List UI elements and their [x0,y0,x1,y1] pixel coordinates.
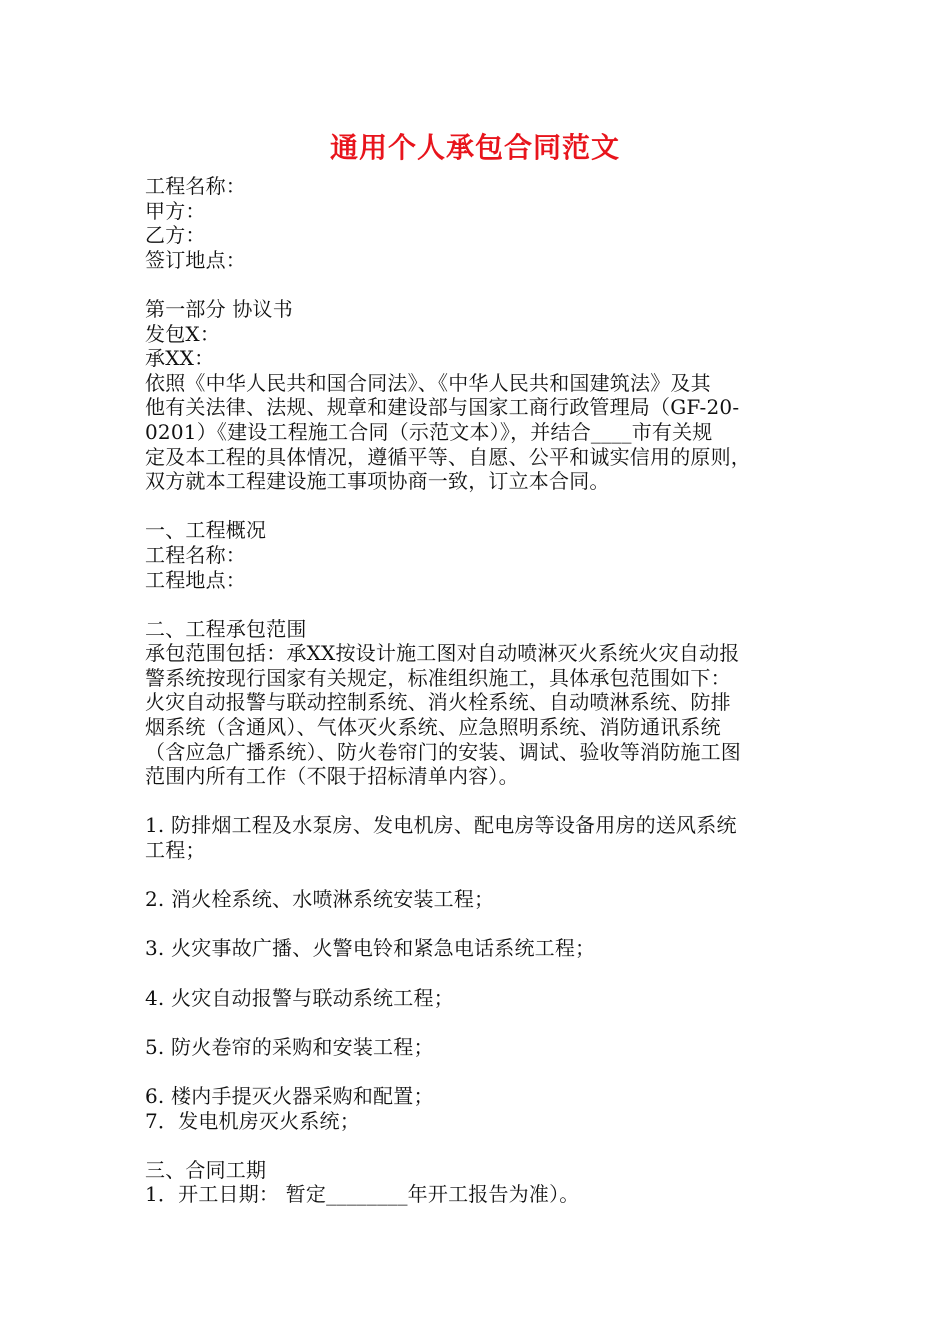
scope-item-3: 3. 火灾事故广播、火警电铃和紧急电话系统工程； [145,936,596,961]
document-body [145,174,815,1207]
preamble-line: 他有关法律、法规、规章和建设部与国家工商行政管理局（GF-20- [145,395,740,420]
project-name-field: 工程名称： [145,174,246,198]
party-a-field: 甲方： [145,198,206,223]
preamble-line: 依照《中华人民共和国合同法》、《中华人民共和国建筑法》及其 [145,370,711,395]
spacer [145,912,815,937]
scope-line: 承包范围包括：承XX按设计施工图对自动喷淋灭火系统火灾自动报 [145,641,740,666]
scope-line: 范围内所有工作（不限于招标清单内容）。 [145,764,519,789]
document-title: 通用个人承包合同范文 [329,131,620,164]
party-b-field: 乙方： [145,223,206,248]
spacer [145,789,815,814]
start-date-line: 1．开工日期： 暂定________年开工报告为准）。 [145,1182,580,1207]
spacer [145,1133,815,1158]
spacer [145,863,815,888]
scope-item-4: 4. 火灾自动报警与联动系统工程； [145,985,454,1010]
preamble-line: 0201）《建设工程施工合同（示范文本）》，并结合____市有关规 [145,419,713,444]
preamble-line: 双方就本工程建设施工事项协商一致，订立本合同。 [145,469,610,494]
section-2-heading: 二、工程承包范围 [145,616,307,641]
spacer [145,494,815,519]
section-3-heading: 三、合同工期 [145,1157,267,1182]
scope-item-5: 5. 防火卷帘的采购和安装工程； [145,1034,434,1059]
spacer [145,1010,815,1035]
spacer [145,592,815,617]
scope-item-1: 1. 防排烟工程及水泵房、发电机房、配电房等设备用房的送风系统 [145,813,737,838]
scope-line: 火灾自动报警与联动控制系统、消火栓系统、自动喷淋系统、防排 [145,690,731,715]
spacer [145,1059,815,1084]
scope-line: 警系统按现行国家有关规定，标准组织施工，具体承包范围如下： [145,665,731,690]
section-1-heading: 一、工程概况 [145,518,267,543]
scope-item-7: 7．发电机房灭火系统； [145,1108,360,1133]
scope-item-1-continued: 工程； [145,838,206,863]
scope-item-2: 2. 消火栓系统、水喷淋系统安装工程； [145,887,495,912]
employer-field: 发包X： [145,321,221,346]
part-one-heading: 第一部分 协议书 [145,296,293,321]
section-1-project-site: 工程地点： [145,567,246,592]
section-1-project-name: 工程名称： [145,542,246,567]
preamble-line: 定及本工程的具体情况，遵循平等、自愿、公平和诚实信用的原则， [145,444,751,469]
scope-line: 烟系统（含通风）、气体灭火系统、应急照明系统、消防通讯系统 [145,715,721,740]
contractor-field: 承XX： [145,346,215,371]
scope-line: （含应急广播系统）、防火卷帘门的安装、调试、验收等消防施工图 [145,739,741,764]
spacer [145,961,815,986]
scope-item-6: 6. 楼内手提灭火器采购和配置； [145,1083,434,1108]
spacer [145,272,815,297]
signing-place-field: 签订地点： [145,247,246,272]
